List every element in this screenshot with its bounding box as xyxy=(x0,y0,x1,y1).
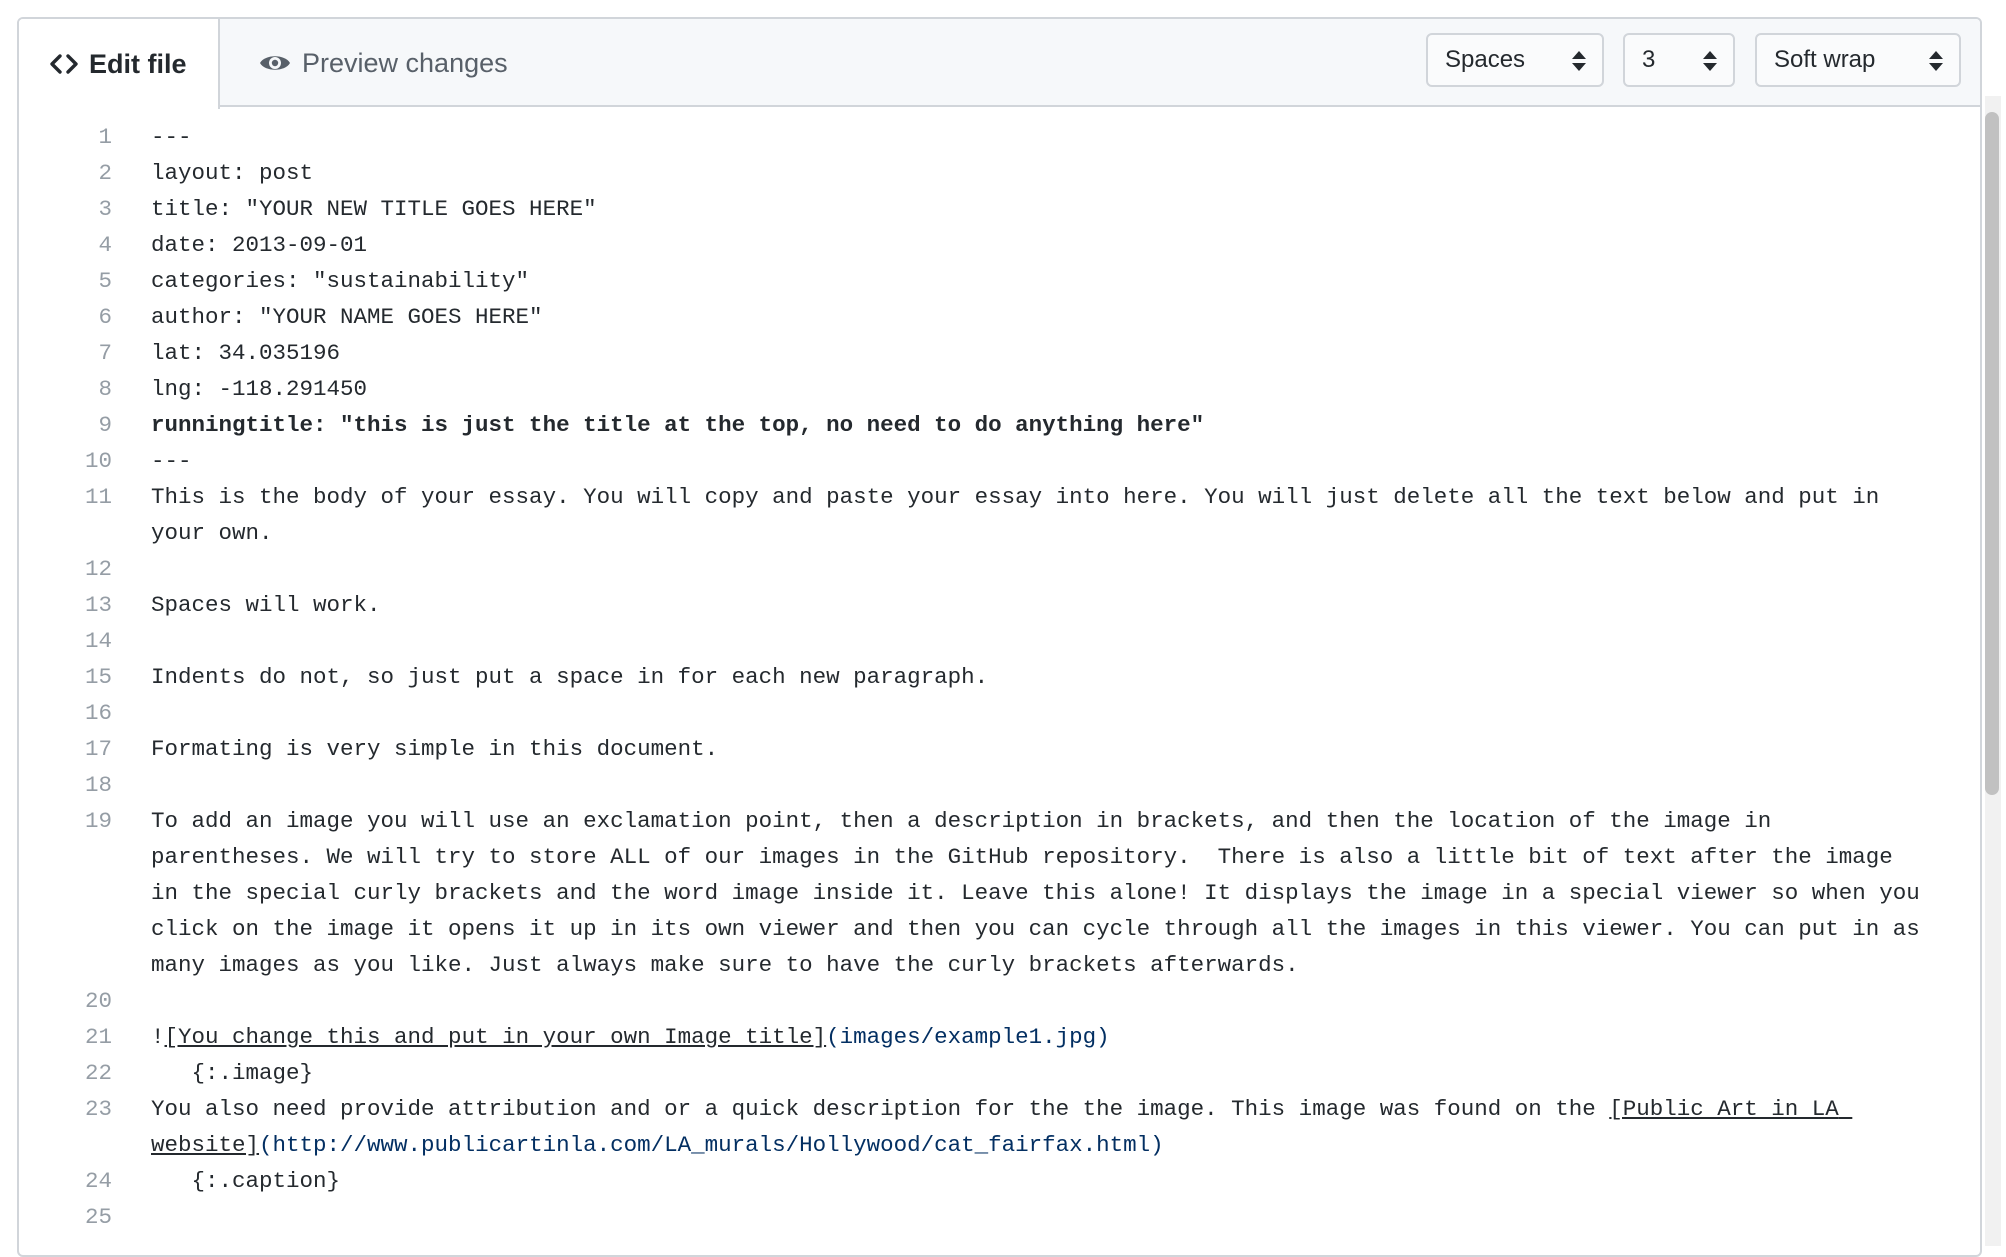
line-number: 3 xyxy=(98,196,112,222)
code-line[interactable] xyxy=(19,623,1980,659)
line-number: 8 xyxy=(98,376,112,402)
link-url: (http://www.publicartinla.com/LA_murals/Hollywood/cat_fairfax.html) xyxy=(259,1132,1164,1158)
line-content[interactable] xyxy=(112,335,1932,371)
line-content[interactable] xyxy=(112,695,1932,731)
link-url: (images/example1.jpg) xyxy=(826,1024,1110,1050)
line-number: 12 xyxy=(84,556,112,582)
line-content[interactable] xyxy=(112,587,1932,623)
code-line[interactable] xyxy=(19,1091,1980,1163)
line-content[interactable] xyxy=(112,443,1932,479)
code-text: To add an image you will use an exclamation point, then a description in brackets, and then the location of the image in parentheses. We will try to store ALL of our images in the GitHub repository. There is also a little bit of text after the image in the special curly brackets and the word image inside it. Leave this alone! It displays the image in a special viewer so when you click on the image it opens it up in its own viewer and then you can cycle through all the images in this viewer. You can put in as many images as you like. Just always make sure to have the curly brackets afterwards. xyxy=(151,808,1934,978)
line-number: 4 xyxy=(98,232,112,258)
line-number: 7 xyxy=(98,340,112,366)
editor-toolbar xyxy=(19,19,1980,107)
line-content[interactable] xyxy=(112,407,1932,443)
code-line[interactable] xyxy=(19,299,1980,335)
line-content[interactable] xyxy=(112,767,1932,803)
code-text: title: "YOUR NEW TITLE GOES HERE" xyxy=(151,196,597,222)
code-line[interactable] xyxy=(19,119,1980,155)
line-content[interactable] xyxy=(112,263,1932,299)
code-line[interactable] xyxy=(19,803,1980,983)
line-content[interactable] xyxy=(112,191,1932,227)
code-icon xyxy=(49,52,79,76)
code-text: categories: "sustainability" xyxy=(151,268,530,294)
code-text: lat: 34.035196 xyxy=(151,340,341,366)
code-line[interactable] xyxy=(19,479,1980,551)
tab-preview-label: Preview changes xyxy=(302,47,508,78)
code-text: runningtitle: "this is just the title at the top, no need to do anything here" xyxy=(151,412,1205,438)
line-content[interactable] xyxy=(112,551,1932,587)
line-number: 10 xyxy=(84,448,112,474)
code-line[interactable] xyxy=(19,443,1980,479)
eye-icon xyxy=(258,51,292,75)
code-line[interactable] xyxy=(19,1199,1980,1235)
indent-mode-select[interactable] xyxy=(1426,33,1604,87)
code-line[interactable] xyxy=(19,983,1980,1019)
line-content[interactable] xyxy=(112,479,1932,551)
line-content[interactable] xyxy=(112,659,1932,695)
line-content[interactable] xyxy=(112,1019,1932,1055)
wrap-mode-value: Soft wrap xyxy=(1774,46,1876,73)
line-content[interactable] xyxy=(112,1091,1932,1163)
code-line[interactable] xyxy=(19,407,1980,443)
line-number: 18 xyxy=(84,772,112,798)
code-text: author: "YOUR NAME GOES HERE" xyxy=(151,304,543,330)
code-text: --- xyxy=(151,124,192,150)
line-content[interactable] xyxy=(112,731,1932,767)
select-caret-icon xyxy=(1571,49,1587,80)
line-number: 6 xyxy=(98,304,112,330)
link-text: [Public Art in LA website] xyxy=(151,1096,1853,1158)
tab-edit-file[interactable] xyxy=(19,19,220,109)
code-line[interactable] xyxy=(19,155,1980,191)
indent-size-value: 3 xyxy=(1642,46,1656,73)
code-text: --- xyxy=(151,448,192,474)
line-number: 11 xyxy=(84,484,112,510)
line-content[interactable] xyxy=(112,803,1932,983)
line-content[interactable] xyxy=(112,371,1932,407)
code-line[interactable] xyxy=(19,263,1980,299)
tab-preview-changes[interactable] xyxy=(220,19,508,107)
line-number: 19 xyxy=(84,808,112,834)
line-content[interactable] xyxy=(112,623,1932,659)
code-text: ! xyxy=(151,1024,165,1050)
code-line[interactable] xyxy=(19,371,1980,407)
editor-scrollbar-thumb[interactable] xyxy=(1985,112,1999,795)
line-number: 13 xyxy=(84,592,112,618)
code-text: You also need provide attribution and or a quick description for the the image. This image was found on the xyxy=(151,1096,1610,1122)
code-line[interactable] xyxy=(19,659,1980,695)
code-text: This is the body of your essay. You will copy and paste your essay into here. You will just delete all the text below and put in your own. xyxy=(151,484,1893,546)
line-content[interactable] xyxy=(112,227,1932,263)
line-content[interactable] xyxy=(112,299,1932,335)
wrap-mode-select[interactable] xyxy=(1755,33,1961,87)
line-number: 22 xyxy=(84,1060,112,1086)
code-text: Spaces will work. xyxy=(151,592,381,618)
link-text: [You change this and put in your own Image title] xyxy=(164,1024,827,1050)
indent-mode-value: Spaces xyxy=(1445,46,1526,73)
line-number: 16 xyxy=(84,700,112,726)
code-text: Indents do not, so just put a space in for each new paragraph. xyxy=(151,664,989,690)
line-number: 5 xyxy=(98,268,112,294)
code-line[interactable] xyxy=(19,695,1980,731)
code-text: date: 2013-09-01 xyxy=(151,232,368,258)
code-line[interactable] xyxy=(19,1019,1980,1055)
code-line[interactable] xyxy=(19,227,1980,263)
code-line[interactable] xyxy=(19,1163,1980,1199)
code-line[interactable] xyxy=(19,551,1980,587)
code-line[interactable] xyxy=(19,191,1980,227)
line-content[interactable] xyxy=(112,119,1932,155)
line-number: 23 xyxy=(84,1096,112,1122)
code-line[interactable] xyxy=(19,767,1980,803)
line-content[interactable] xyxy=(112,1199,1932,1235)
line-content[interactable] xyxy=(112,155,1932,191)
line-number: 1 xyxy=(98,124,112,150)
line-number: 2 xyxy=(98,160,112,186)
code-line[interactable] xyxy=(19,1055,1980,1091)
select-caret-icon xyxy=(1702,49,1718,80)
code-text: Formating is very simple in this document. xyxy=(151,736,719,762)
line-number: 15 xyxy=(84,664,112,690)
line-content[interactable] xyxy=(112,1163,1932,1199)
code-text: layout: post xyxy=(151,160,314,186)
line-content[interactable] xyxy=(112,983,1932,1019)
line-number: 20 xyxy=(84,988,112,1014)
code-editor[interactable] xyxy=(19,107,1980,1255)
line-number: 24 xyxy=(84,1168,112,1194)
select-caret-icon xyxy=(1928,49,1944,80)
code-text: {:.caption} xyxy=(151,1168,341,1194)
code-line[interactable] xyxy=(19,731,1980,767)
code-text: {:.image} xyxy=(151,1060,314,1086)
line-content[interactable] xyxy=(112,1055,1932,1091)
file-editor xyxy=(17,17,1982,1257)
tab-edit-label: Edit file xyxy=(89,48,187,79)
line-number: 21 xyxy=(84,1024,112,1050)
code-text: lng: -118.291450 xyxy=(151,376,368,402)
line-number: 9 xyxy=(98,412,112,438)
line-number: 25 xyxy=(84,1204,112,1230)
line-number: 17 xyxy=(84,736,112,762)
code-line[interactable] xyxy=(19,335,1980,371)
line-number: 14 xyxy=(84,628,112,654)
indent-size-select[interactable] xyxy=(1623,33,1735,87)
code-line[interactable] xyxy=(19,587,1980,623)
